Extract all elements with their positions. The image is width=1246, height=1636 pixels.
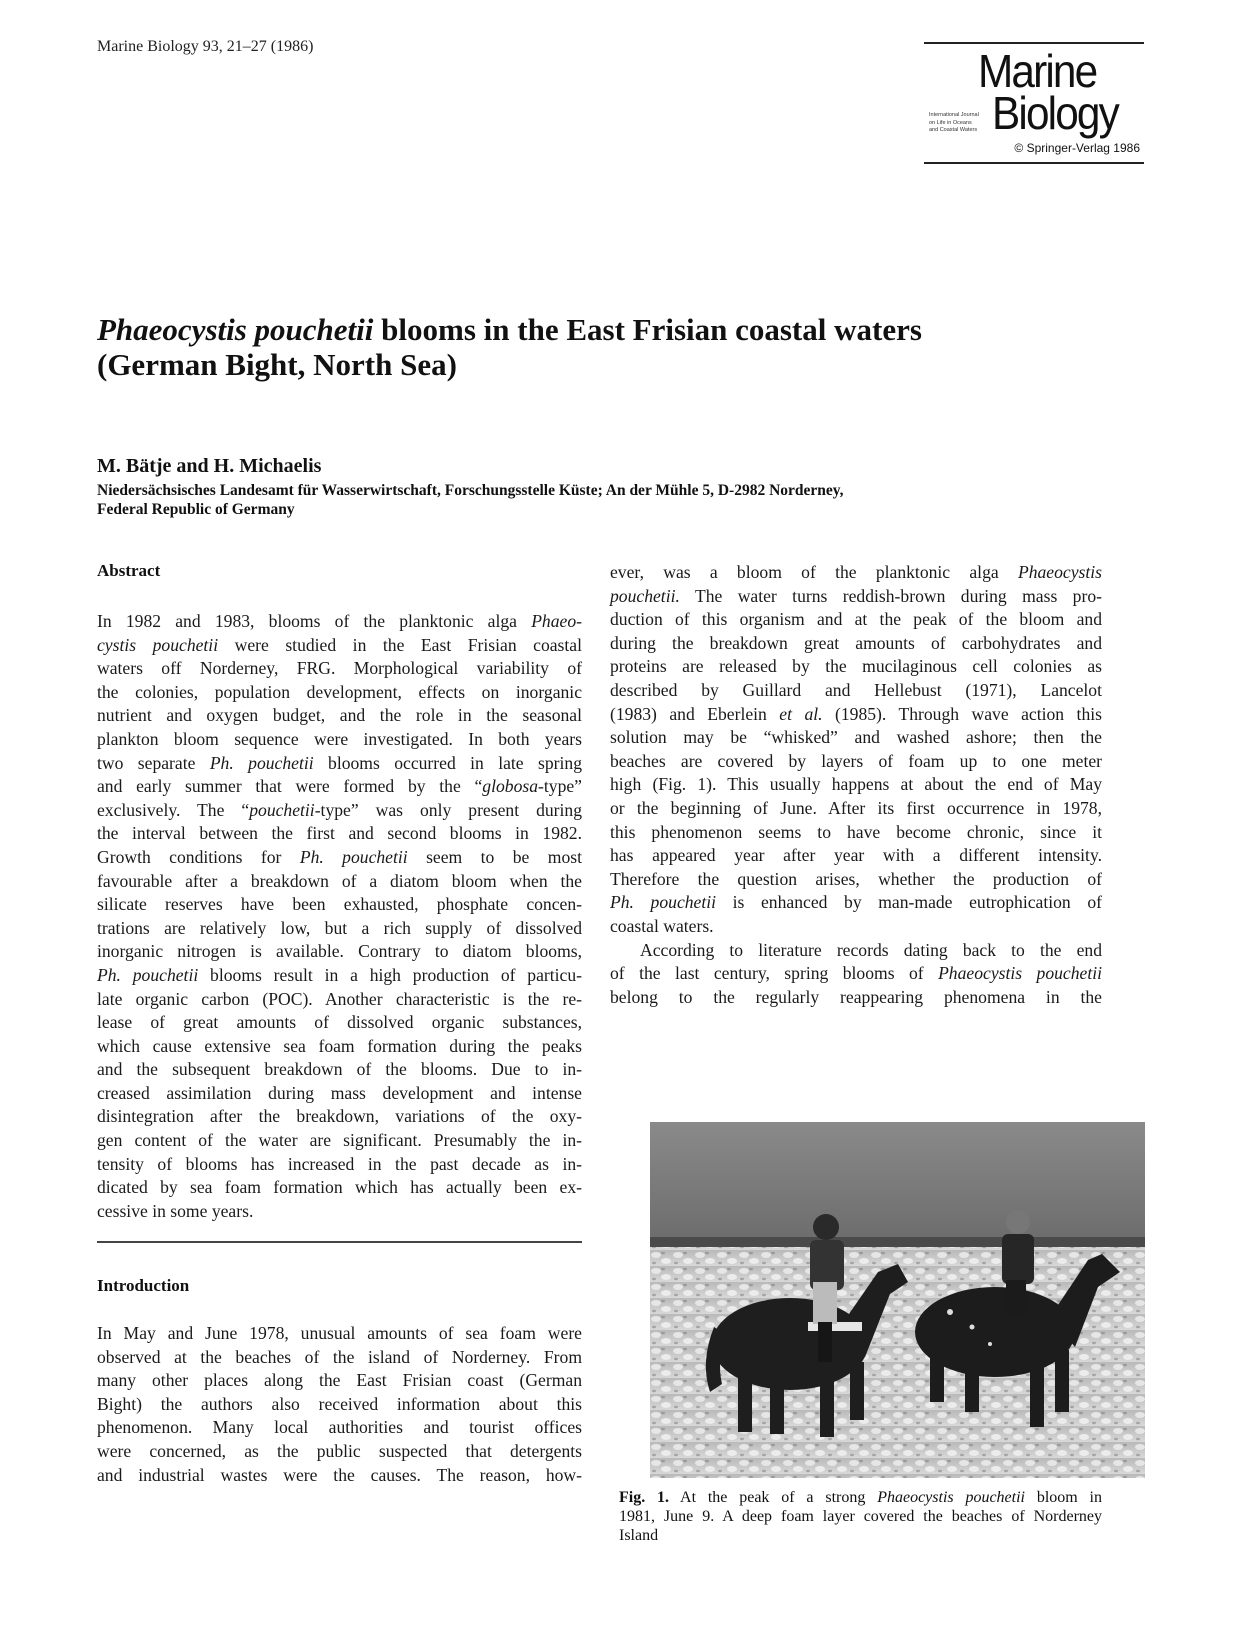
text-line: or the beginning of June. After its first occurrence in 1978,	[610, 797, 1102, 818]
figure-1-photo	[650, 1122, 1145, 1478]
logo-bottom-rule	[924, 162, 1144, 164]
title-line-2: (German Bight, North Sea)	[97, 347, 457, 382]
introduction-body-left	[97, 1322, 582, 1487]
text-line: tensity of blooms has increased in the past decade as in-	[97, 1153, 582, 1174]
text-line: inorganic nitrogen is available. Contrary to diatom blooms,	[97, 941, 582, 962]
text-line: has appeared year after year with a different intensity.	[610, 845, 1102, 866]
text-line: and industrial wastes were the causes. The reason, how-	[97, 1464, 582, 1485]
caption-line: 1981, June 9. A deep foam layer covered the beaches of Norderney	[619, 1508, 1102, 1525]
text-line: the colonies, population development, effects on inorganic	[97, 681, 582, 702]
logo-copyright: © Springer-Verlag 1986	[1014, 141, 1140, 155]
text-line: cystis pouchetii were studied in the East Frisian coastal	[97, 634, 582, 655]
text-line: disintegration after the breakdown, variations of the oxy-	[97, 1106, 582, 1127]
text-line: cessive in some years.	[97, 1200, 254, 1221]
text-line: favourable after a breakdown of a diatom bloom when the	[97, 870, 582, 891]
title-line-1	[97, 312, 1097, 347]
logo-tagline	[929, 112, 979, 135]
abstract-body	[97, 610, 582, 1223]
introduction-heading: Introduction	[97, 1276, 190, 1295]
logo-word-biology: Biology	[992, 87, 1118, 139]
affiliation-line-1: Niedersächsisches Landesamt für Wasserwirtschaft, Forschungsstelle Küste; An der Mühle 5, D-2982 Norderney,	[97, 482, 844, 499]
text-line: two separate Ph. pouchetii blooms occurred in late spring	[97, 752, 582, 773]
logo-tagline-line: on Life in Oceans	[929, 119, 972, 126]
text-line: proteins are released by the mucilaginous cell colonies as	[610, 656, 1102, 677]
text-line: solution may be “whisked” and washed ashore; then the	[610, 727, 1102, 748]
text-line: trations are relatively low, but a rich supply of dissolved	[97, 917, 582, 938]
text-line: dicated by sea foam formation which has actually been ex-	[97, 1177, 582, 1198]
text-line: and the subsequent breakdown of the blooms. Due to in-	[97, 1059, 582, 1080]
text-line: phenomenon. Many local authorities and tourist offices	[97, 1417, 582, 1438]
text-line: Bight) the authors also received information about this	[97, 1393, 582, 1414]
text-line: Growth conditions for Ph. pouchetii seem to be most	[97, 846, 582, 867]
text-line: belong to the regularly reappearing phenomena in the	[610, 986, 1102, 1007]
caption-line: Island	[619, 1527, 659, 1544]
text-line: were concerned, as the public suspected that detergents	[97, 1440, 582, 1461]
text-line: which cause extensive sea foam formation during the peaks	[97, 1035, 582, 1056]
logo-word-marine: Marine	[978, 45, 1097, 97]
running-head: Marine Biology 93, 21–27 (1986)	[97, 38, 314, 55]
text-line: silicate reserves have been exhausted, phosphate concen-	[97, 894, 582, 915]
text-line: of the last century, spring blooms of Phaeocystis pouchetii	[610, 963, 1102, 984]
title-line-1-rest: blooms in the East Frisian coastal waters	[373, 312, 922, 347]
logo-tagline-line: International Journal	[929, 112, 979, 118]
text-line: during the breakdown great amounts of carbohydrates and	[610, 632, 1102, 653]
text-line: In 1982 and 1983, blooms of the planktonic alga Phaeo-	[97, 611, 582, 631]
article-title	[97, 312, 1097, 382]
title-species-name: Phaeocystis pouchetii	[97, 312, 374, 347]
text-line: observed at the beaches of the island of Norderney. From	[97, 1346, 582, 1367]
text-line: exclusively. The “pouchetii-type” was only present during	[97, 799, 583, 820]
text-line: (1983) and Eberlein et al. (1985). Through wave action this	[610, 703, 1102, 724]
logo-tagline-line: and Coastal Waters	[929, 127, 978, 133]
figure-1-caption	[619, 1488, 1102, 1545]
text-line: According to literature records dating back to the end	[640, 939, 1102, 960]
logo-top-rule	[924, 42, 1144, 44]
affiliation-line-2: Federal Republic of Germany	[97, 501, 295, 518]
text-line: coastal waters.	[610, 915, 714, 936]
text-line: pouchetii. The water turns reddish-brown during mass pro-	[610, 585, 1102, 606]
introduction-body-right	[610, 561, 1102, 1009]
text-line: described by Guillard and Hellebust (1971), Lancelot	[610, 679, 1102, 700]
text-line: high (Fig. 1). This usually happens at about the end of May	[610, 774, 1102, 795]
text-line: duction of this organism and at the peak of the bloom and	[610, 609, 1102, 630]
section-divider	[97, 1241, 582, 1243]
text-line: Ph. pouchetii is enhanced by man-made eutrophication of	[610, 892, 1102, 913]
text-line: nutrient and oxygen budget, and the role in the seasonal	[97, 705, 582, 726]
text-line: gen content of the water are significant. Presumably the in-	[97, 1130, 582, 1151]
text-line: ever, was a bloom of the planktonic alga Phaeocystis	[610, 562, 1102, 582]
text-line: beaches are covered by layers of foam up to one meter	[610, 750, 1102, 771]
authors: M. Bätje and H. Michaelis	[97, 455, 322, 477]
text-line: plankton bloom sequence were investigated. In both years	[97, 728, 582, 749]
text-line: many other places along the East Frisian coast (German	[97, 1370, 582, 1391]
beach-riders-photo-icon	[650, 1122, 1145, 1478]
text-line: creased assimilation during mass development and intense	[97, 1082, 582, 1103]
text-line: the interval between the first and second blooms in 1982.	[97, 823, 582, 844]
figure-label: Fig. 1.	[619, 1489, 670, 1506]
journal-logo	[924, 40, 1144, 164]
text-line: Ph. pouchetii blooms result in a high production of particu-	[97, 964, 582, 985]
text-line: Therefore the question arises, whether the production of	[610, 868, 1102, 889]
text-line: waters off Norderney, FRG. Morphological variability of	[97, 658, 582, 679]
text-line: late organic carbon (POC). Another characteristic is the re-	[97, 988, 582, 1009]
affiliation	[97, 481, 1117, 519]
text-line: In May and June 1978, unusual amounts of sea foam were	[97, 1323, 582, 1343]
text-line: and early summer that were formed by the “globosa-type”	[97, 776, 582, 797]
caption-line	[619, 1488, 1102, 1507]
text-line: this phenomenon seems to have become chronic, since it	[610, 821, 1102, 842]
text-line: lease of great amounts of dissolved organic substances,	[97, 1012, 582, 1033]
caption-line-1-text: At the peak of a strong Phaeocystis pouchetii bloom in	[669, 1489, 1103, 1506]
abstract-heading: Abstract	[97, 561, 161, 580]
